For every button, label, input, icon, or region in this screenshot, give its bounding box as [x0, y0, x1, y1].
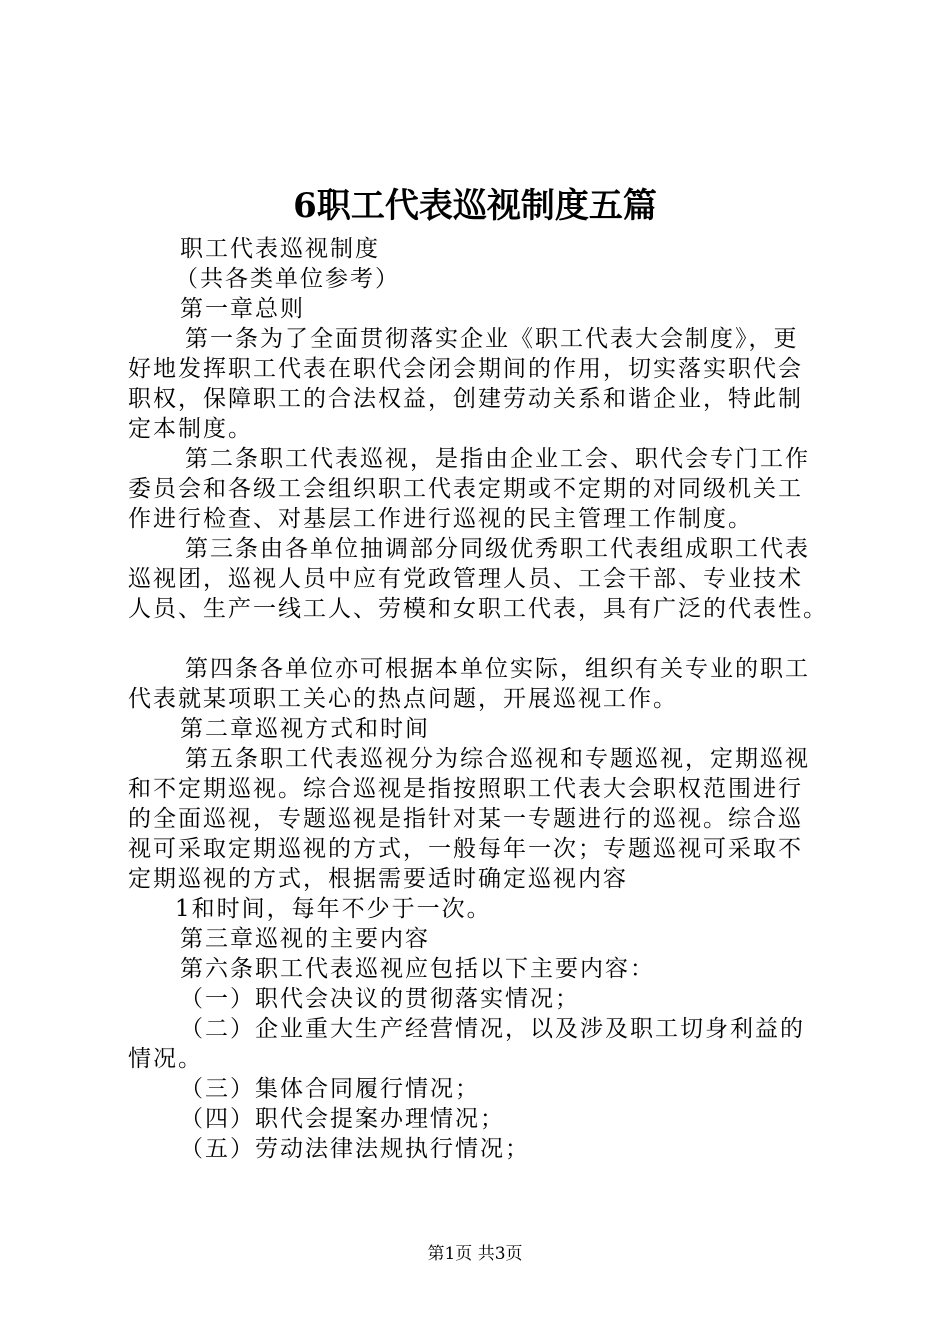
paragraph-line: 的全面巡视，专题巡视是指针对某一专题进行的巡视。综合巡 — [128, 806, 803, 832]
paragraph-line: 巡视团，巡视人员中应有党政管理人员、工会干部、专业技术 — [128, 566, 803, 592]
paragraph-line: 定期巡视的方式，根据需要适时确定巡视内容 — [128, 866, 628, 892]
subtitle-line: 职工代表巡视制度 — [180, 236, 380, 262]
paragraph-line: 职权，保障职工的合法权益，创建劳动关系和谐企业，特此制 — [128, 386, 803, 412]
paragraph-line: 第六条职工代表巡视应包括以下主要内容： — [180, 956, 655, 982]
paragraph-line: 定本制度。 — [128, 416, 253, 442]
paragraph-line: 好地发挥职工代表在职代会闭会期间的作用，切实落实职代会 — [128, 356, 803, 382]
chapter-heading: 第二章巡视方式和时间 — [180, 716, 430, 742]
paragraph-line: 委员会和各级工会组织职工代表定期或不定期的对同级机关工 — [128, 476, 803, 502]
list-item: （五）劳动法律法规执行情况； — [180, 1136, 530, 1162]
paragraph-line: 视可采取定期巡视的方式，一般每年一次；专题巡视可采取不 — [128, 836, 803, 862]
chapter-heading: 第三章巡视的主要内容 — [180, 926, 430, 952]
paragraph-line: 第二条职工代表巡视，是指由企业工会、职代会专门工作 — [185, 446, 810, 472]
list-item: （四）职代会提案办理情况； — [180, 1106, 505, 1132]
paragraph-line: 人员、生产一线工人、劳模和女职工代表，具有广泛的代表性。 — [128, 596, 828, 622]
paragraph-line: 情况。 — [128, 1046, 203, 1072]
paragraph-line: 1和时间，每年不少于一次。 — [175, 896, 492, 922]
document-body — [128, 234, 844, 1164]
scope-note-line: （共各类单位参考） — [175, 266, 400, 292]
page-footer: 第1页 共3页 — [427, 1244, 523, 1264]
blank-line — [128, 624, 844, 654]
paragraph-line: 第五条职工代表巡视分为综合巡视和专题巡视，定期巡视 — [185, 746, 810, 772]
paragraph-line: 第四条各单位亦可根据本单位实际，组织有关专业的职工 — [185, 656, 810, 682]
document-title: 6职工代表巡视制度五篇 — [293, 186, 657, 226]
paragraph-line: 代表就某项职工关心的热点问题，开展巡视工作。 — [128, 686, 678, 712]
paragraph-line: 和不定期巡视。综合巡视是指按照职工代表大会职权范围进行 — [128, 776, 803, 802]
chapter-heading: 第一章总则 — [180, 296, 305, 322]
paragraph-line: 作进行检查、对基层工作进行巡视的民主管理工作制度。 — [128, 506, 753, 532]
paragraph-line: 第三条由各单位抽调部分同级优秀职工代表组成职工代表 — [185, 536, 810, 562]
list-item: （三）集体合同履行情况； — [180, 1076, 480, 1102]
list-item: （一）职代会决议的贯彻落实情况； — [180, 986, 580, 1012]
list-item: （二）企业重大生产经营情况，以及涉及职工切身利益的 — [180, 1016, 805, 1042]
paragraph-line: 第一条为了全面贯彻落实企业《职工代表大会制度》，更 — [185, 326, 799, 352]
